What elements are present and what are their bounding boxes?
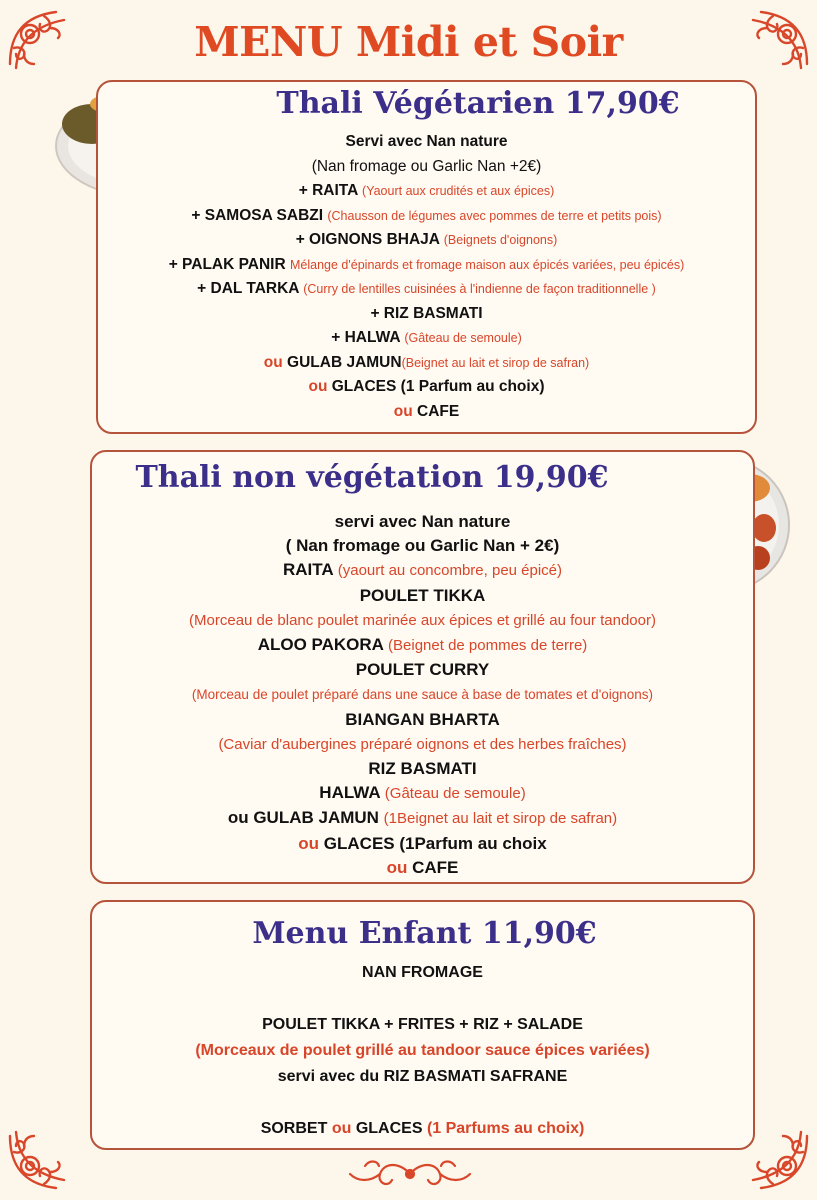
item-name: POULET TIKKA [359,585,486,605]
item-name: + SAMOSA SABZI [191,206,328,224]
item-name: GLACES [355,1120,427,1137]
item-name: servi avec Nan nature [334,512,511,531]
item-description: (yaourt au concombre, peu épicé) [337,562,563,580]
item-name: ou GULAB JAMUN [227,808,384,828]
item-description: (Morceau de poulet préparé dans une sauce à base de tomates et d'oignons) [191,687,654,703]
item-name: RIZ BASMATI [368,759,477,779]
menu-line [98,302,755,327]
item-description: (1 Parfums au choix) [426,1120,585,1137]
item-name: + PALAK PANIR [168,255,290,273]
section-title: Thali Végétarien 17,90€ [276,86,680,121]
item-name: GULAB JAMUN [287,353,402,371]
menu-line [98,375,755,400]
menu-line [98,277,755,302]
item-description: Mélange d'épinards et fromage maison aux épicés variées, peu épicés) [290,257,685,272]
menu-line [92,658,753,682]
section-lines [98,130,755,424]
item-name: + DAL TARKA [197,280,304,297]
item-name: POULET TIKKA + FRITES + RIZ + SALADE [262,1016,583,1033]
menu-line [92,1090,753,1116]
item-name: servi avec du RIZ BASMATI SAFRANE [277,1068,568,1085]
item-name: + RAITA [298,182,363,199]
item-name: RAITA [282,560,338,580]
menu-line [92,960,753,986]
menu-line [92,608,753,633]
or-connector: ou [393,402,418,420]
item-description: (Yaourt aux crudités et aux épices) [362,184,555,198]
item-name: CAFE [412,857,459,877]
item-name: ( Nan fromage ou Garlic Nan + 2€) [285,536,560,556]
or-connector: ou [331,1120,356,1137]
item-name: NAN FROMAGE [362,964,483,981]
item-name: + HALWA [331,329,405,346]
item-name: CAFE [417,402,460,420]
menu-line [92,781,753,806]
item-name: ALOO PAKORA [257,635,389,655]
menu-line [92,1038,753,1064]
menu-line [98,179,755,204]
menu-line [92,534,753,558]
item-description: (Beignets d'oignons) [443,233,558,247]
section-title: Thali non végétation 19,90€ [135,460,609,495]
menu-line [98,130,755,155]
item-name: HALWA [319,783,385,803]
item-description: (Morceau de blanc poulet marinée aux épices et grillé au four tandoor) [189,611,656,629]
item-description: (Gâteau de semoule) [404,331,522,345]
section-lines [92,510,753,880]
or-connector: ou [386,857,413,877]
menu-line [92,1116,753,1142]
item-name: (1 Parfum au choix) [400,378,545,395]
menu-line [92,558,753,583]
item-description: (Beignet de pommes de terre) [388,637,588,655]
item-description: (Beignet au lait et sirop de safran) [401,355,590,370]
menu-section-kids [90,900,755,1150]
item-description: (1Beignet au lait et sirop de safran) [383,810,618,828]
menu-line [92,1012,753,1038]
page-title: MENU Midi et Soir [194,18,623,66]
item-description: (Nan fromage ou Garlic Nan +2€) [311,157,542,175]
menu-line [92,806,753,831]
menu-line [92,986,753,1012]
menu-line [92,832,753,856]
menu-line [92,682,753,707]
menu-section-vegetarian [96,80,757,434]
or-connector: ou [263,353,288,371]
or-connector: ou [308,378,332,395]
menu-line [92,757,753,781]
section-title: Menu Enfant 11,90€ [252,916,597,951]
menu-line [92,584,753,608]
item-name: (1Parfum au choix [399,833,547,853]
item-description: (Gâteau de semoule) [384,785,526,803]
item-description: (Curry de lentilles cuisinées à l'indienne de façon traditionnelle ) [303,282,656,296]
item-name: + OIGNONS BHAJA [295,231,444,248]
item-description: (Caviar d'aubergines préparé oignons et des herbes fraîches) [218,735,627,753]
menu-line [98,326,755,351]
menu-line [98,351,755,376]
menu-line [92,856,753,880]
menu-line [98,228,755,253]
item-name: POULET CURRY [355,660,490,680]
menu-line [92,732,753,757]
menu-line [92,1064,753,1090]
menu-line [98,400,755,425]
item-name: GLACES [331,378,401,395]
menu-line [98,204,755,229]
item-name: GLACES [323,833,400,853]
item-description: (Chausson de légumes avec pommes de terre et petits pois) [327,208,662,223]
menu-line [92,633,753,658]
menu-line [92,510,753,534]
menu-section-non-vegetarian [90,450,755,884]
item-name: Servi avec Nan nature [345,133,508,150]
section-lines [92,960,753,1142]
menu-line [98,253,755,278]
item-name: BIANGAN BHARTA [345,709,500,729]
ornament-corner-icon [4,1126,74,1196]
menu-line [92,708,753,732]
or-connector: ou [298,833,324,853]
menu-line [98,155,755,180]
item-name: + RIZ BASMATI [370,304,483,322]
item-description: (Morceaux de poulet grillé au tandoor sauce épices variées) [195,1042,650,1059]
ornament-flourish-icon [345,1156,475,1192]
item-name: SORBET [260,1120,332,1137]
